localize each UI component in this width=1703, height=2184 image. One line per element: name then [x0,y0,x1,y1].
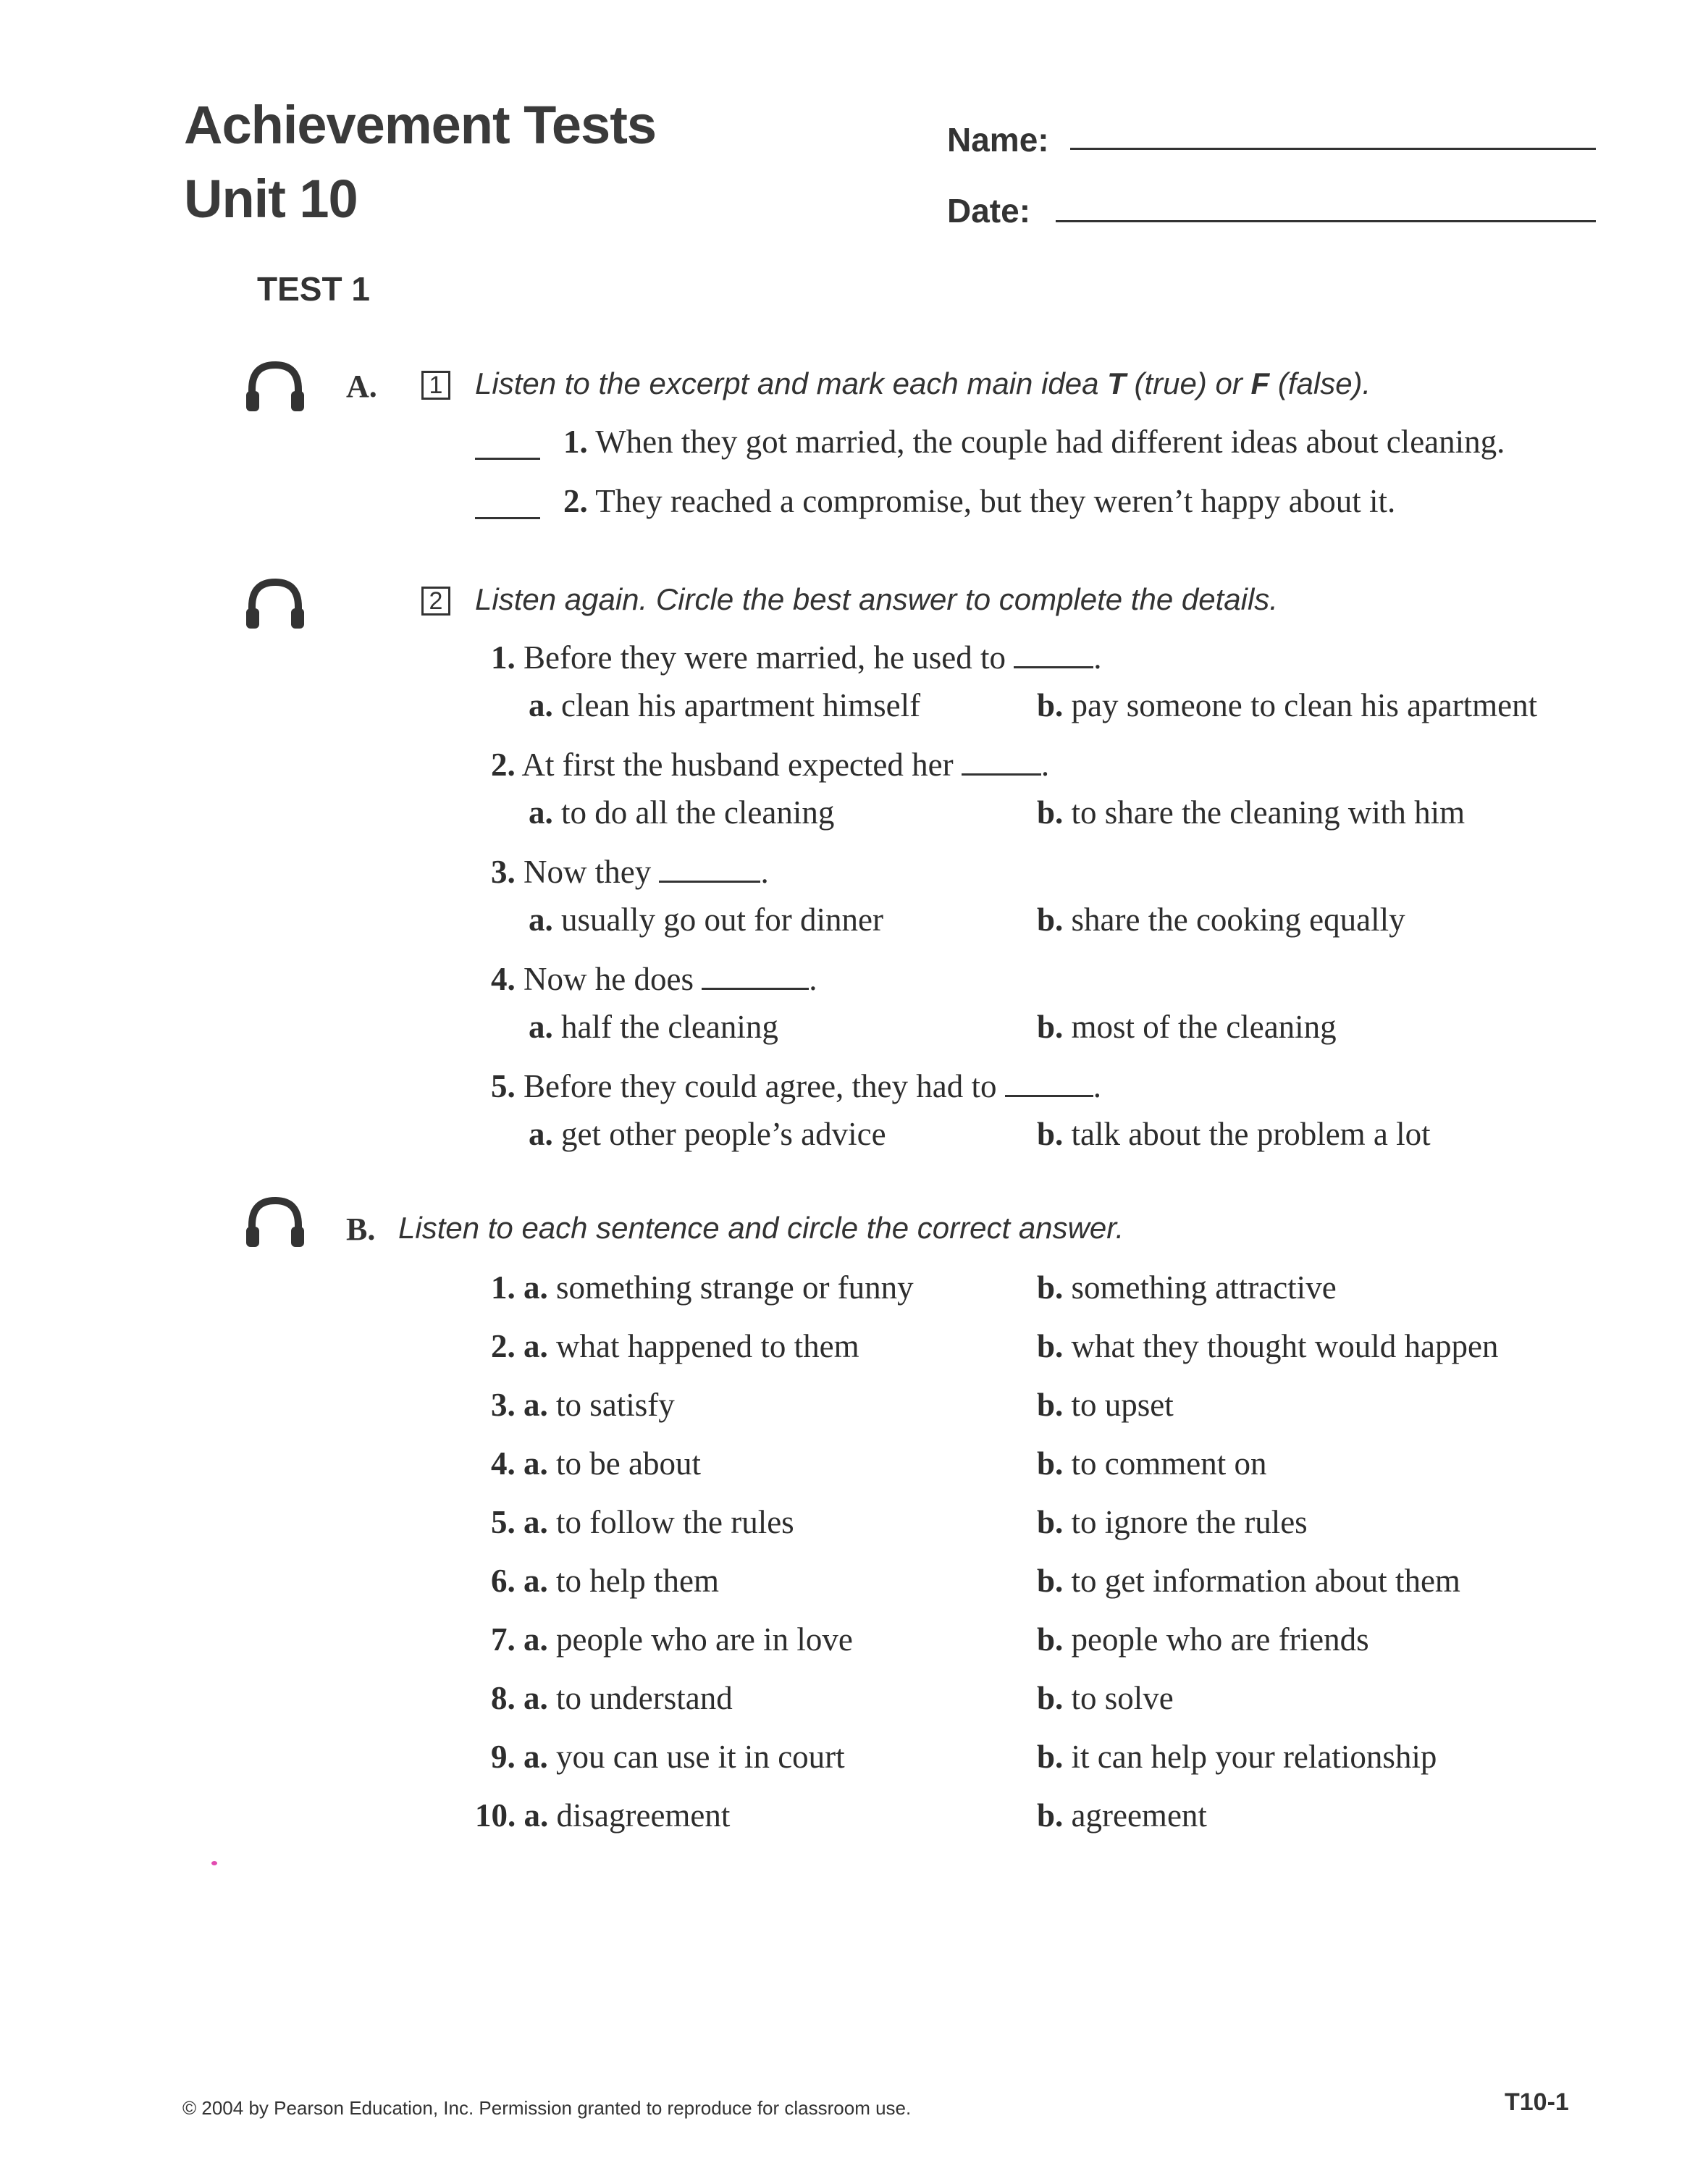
detail-question-3: 3. Now they . [491,854,769,890]
date-label: Date: [947,192,1031,230]
option-b[interactable]: b. it can help your relationship [1037,1739,1437,1775]
option-b[interactable]: b. people who are friends [1037,1621,1369,1658]
option-b[interactable]: b. most of the cleaning [1037,1009,1337,1045]
date-field[interactable] [1056,220,1596,222]
answer-blank [702,988,809,990]
part-1-box: 1 [421,371,450,400]
detail-question-4: 4. Now he does . [491,961,817,997]
part-2-instruction: Listen again. Circle the best answer to complete the details. [475,582,1278,616]
option-b[interactable]: b. to ignore the rules [1037,1504,1308,1540]
item-b-5: 5. a. to follow the rules [491,1504,794,1540]
detail-question-2: 2. At first the husband expected her . [491,747,1050,783]
option-b[interactable]: b. to upset [1037,1387,1174,1423]
item-b-2: 2. a. what happened to them [491,1328,859,1364]
detail-question-5: 5. Before they could agree, they had to . [491,1068,1101,1104]
item-b-1: 1. a. something strange or funny [491,1269,914,1306]
option-a[interactable]: a. get other people’s advice [529,1116,886,1152]
option-b[interactable]: b. what they thought would happen [1037,1328,1499,1364]
detail-question-1: 1. Before they were married, he used to . [491,639,1102,676]
part-2-box: 2 [421,587,450,616]
answer-blank [962,773,1041,776]
section-a-letter: A. [346,369,377,404]
item-b-3: 3. a. to satisfy [491,1387,675,1423]
option-a[interactable]: a. to do all the cleaning [529,794,835,831]
section-b-instruction: Listen to each sentence and circle the correct answer. [398,1211,1124,1245]
option-b[interactable]: b. to share the cleaning with him [1037,794,1466,831]
tf-answer-blank-1[interactable] [475,458,540,460]
headphones-icon [245,359,306,414]
option-b[interactable]: b. to comment on [1037,1445,1267,1482]
item-b-9: 9. a. you can use it in court [491,1739,845,1775]
name-label: Name: [947,121,1049,159]
option-a[interactable]: a. half the cleaning [529,1009,778,1045]
stray-mark [211,1861,217,1865]
option-b[interactable]: b. share the cooking equally [1037,902,1405,938]
item-b-8: 8. a. to understand [491,1680,733,1716]
item-b-10: 10. a. disagreement [475,1797,731,1834]
option-b[interactable]: b. to get information about them [1037,1563,1460,1599]
test-label: TEST 1 [257,270,370,308]
page-number: T10-1 [1505,2088,1569,2116]
main-idea-1: 1. When they got married, the couple had different ideas about cleaning. [563,424,1505,460]
title-line-2: Unit 10 [184,169,358,229]
tf-answer-blank-2[interactable] [475,517,540,519]
name-field[interactable] [1070,148,1596,150]
answer-blank [659,881,760,883]
headphones-icon [245,1195,306,1250]
option-a[interactable]: a. clean his apartment himself [529,687,921,723]
option-b[interactable]: b. something attractive [1037,1269,1337,1306]
option-a[interactable]: a. usually go out for dinner [529,902,883,938]
item-b-6: 6. a. to help them [491,1563,719,1599]
option-b[interactable]: b. to solve [1037,1680,1174,1716]
answer-blank [1005,1095,1093,1097]
part-1-instruction: Listen to the excerpt and mark each main idea T (true) or F (false). [475,366,1371,400]
option-b[interactable]: b. agreement [1037,1797,1207,1834]
section-b-letter: B. [346,1211,376,1247]
copyright-notice: © 2004 by Pearson Education, Inc. Permission granted to reproduce for classroom use. [182,2097,912,2119]
item-b-4: 4. a. to be about [491,1445,701,1482]
headphones-icon [245,576,306,631]
title-line-1: Achievement Tests [184,95,656,155]
option-b[interactable]: b. pay someone to clean his apartment [1037,687,1538,723]
option-b[interactable]: b. talk about the problem a lot [1037,1116,1431,1152]
answer-blank [1014,666,1093,668]
main-idea-2: 2. They reached a compromise, but they weren’t happy about it. [563,483,1396,519]
item-b-7: 7. a. people who are in love [491,1621,853,1658]
